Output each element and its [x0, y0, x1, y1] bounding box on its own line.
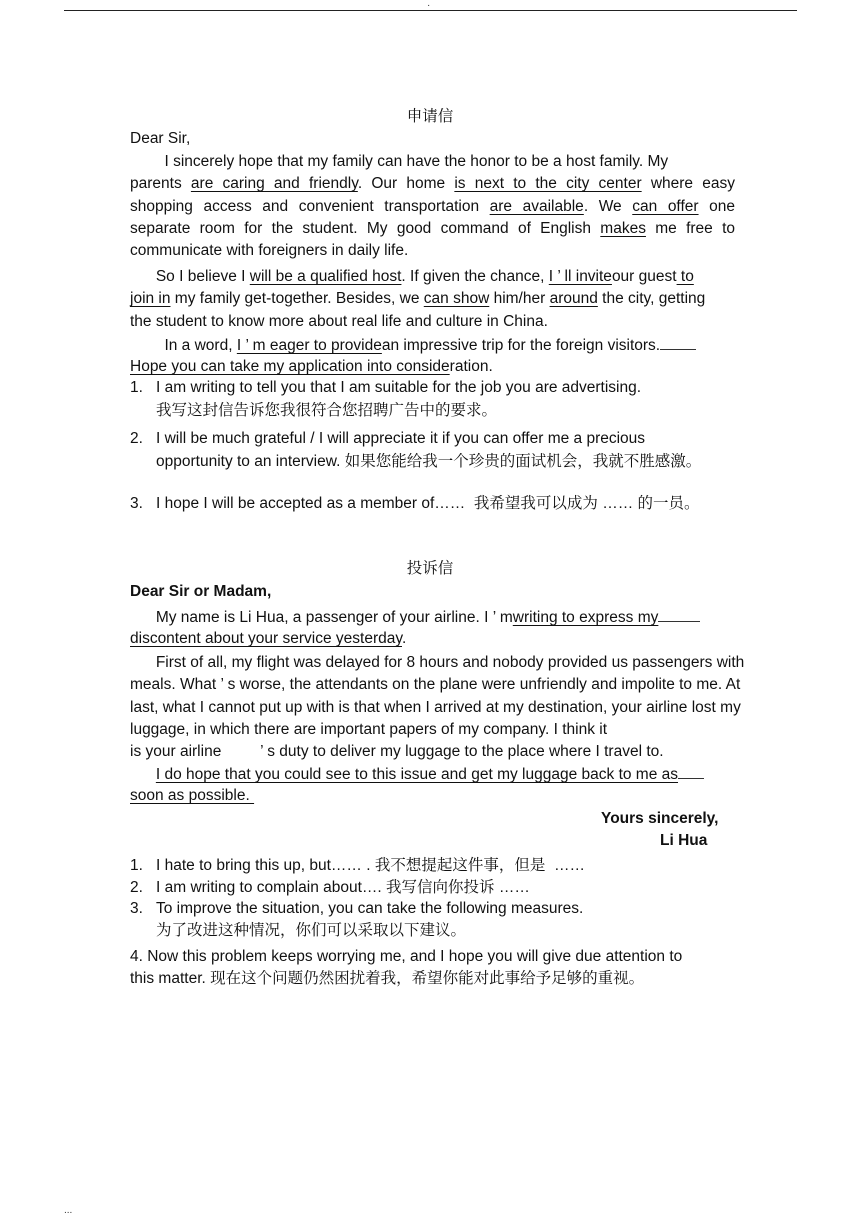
underlined-phrase: are caring and friendly — [190, 175, 358, 192]
underlined-phrase: I do hope that you could see to this issue and get my luggage back to me as — [155, 766, 679, 783]
text-line — [130, 312, 548, 332]
list-item — [130, 429, 645, 449]
text-segment: communicate with foreigners in daily life. — [130, 242, 409, 259]
list-number: 2. — [130, 430, 143, 447]
list-item — [130, 494, 700, 514]
text-segment: separate room for the student. My good command of English — [130, 220, 601, 237]
fill-blank — [658, 607, 700, 622]
list-number: 3. — [130, 900, 143, 917]
list-text: I am writing to tell you that I am suitable for the job you are advertising. — [156, 379, 642, 396]
text-segment: where easy — [641, 175, 735, 192]
list-number: 1. — [130, 857, 143, 874]
text-segment: . Our home — [357, 175, 455, 192]
text-line — [130, 786, 254, 806]
text-segment: is your airline ’ s duty to deliver my luggage to the place where I travel to. — [130, 743, 664, 760]
header-rule — [64, 10, 797, 11]
list-item — [130, 401, 497, 421]
underlined-phrase: discontent about your service yesterday — [130, 630, 402, 647]
text-segment: In a word, — [130, 337, 237, 354]
list-text: 为了改进这种情况，你们可以采取以下建议。 — [156, 922, 467, 939]
text-segment: me free to — [645, 220, 735, 237]
application-greeting: Dear Sir, — [130, 130, 191, 147]
underlined-phrase: are available — [489, 198, 584, 215]
footer-mark: ... — [64, 1205, 73, 1216]
list-text: opportunity to an interview. 如果您能给我一个珍贵的面试机会，我就不胜感激。 — [156, 453, 702, 470]
text-segment: my family get-together. Besides, we — [170, 290, 424, 307]
text-line: 4. Now this problem keeps worrying me, and I hope you will give due attention to — [130, 948, 683, 965]
underlined-phrase: I ’ ll invite — [548, 268, 612, 285]
text-line — [130, 335, 696, 355]
text-line — [130, 197, 735, 217]
underlined-phrase: makes — [600, 220, 646, 237]
list-number: 3. — [130, 495, 143, 512]
underlined-phrase: is next to the city center — [454, 175, 642, 192]
underlined-phrase: writing to express my — [512, 609, 659, 626]
text-line — [130, 675, 740, 695]
underlined-phrase: around — [549, 290, 598, 307]
list-text: I hate to bring this up, but…… . 我不想提起这件事，但是 …… — [156, 857, 585, 874]
underlined-phrase: soon as possible. — [130, 787, 255, 804]
complaint-greeting: Dear Sir or Madam, — [130, 583, 272, 600]
list-item — [130, 378, 641, 398]
text-segment: the student to know more about real life and culture in China. — [130, 313, 548, 330]
list-number: 1. — [130, 379, 143, 396]
text-line — [130, 764, 704, 784]
list-item — [130, 856, 585, 876]
list-number: 2. — [130, 879, 143, 896]
signature: Li Hua — [660, 832, 708, 849]
fill-blank — [678, 764, 704, 779]
list-item — [130, 452, 701, 472]
text-line — [130, 219, 735, 239]
text-line — [130, 742, 664, 762]
text-segment: First of all, my flight was delayed for 8 hours and nobody provided us passengers with — [130, 654, 745, 671]
text-line — [130, 152, 668, 172]
text-line — [130, 720, 607, 740]
list-text: I will be much grateful / I will appreciate it if you can offer me a precious — [156, 430, 646, 447]
text-line — [130, 607, 700, 627]
list-text: I am writing to complain about…. 我写信向你投诉 …… — [156, 879, 530, 896]
list-text: I hope I will be accepted as a member of…… 我希望我可以成为 …… 的一员。 — [156, 495, 700, 512]
list-text: To improve the situation, you can take the following measures. — [156, 900, 584, 917]
closing: Yours sincerely, — [601, 810, 719, 827]
list-item — [130, 878, 530, 898]
underlined-phrase: can show — [423, 290, 490, 307]
text-segment: one — [698, 198, 735, 215]
text-segment: the city, getting — [597, 290, 706, 307]
underlined-phrase: will be a qualified host — [249, 268, 402, 285]
text-line — [130, 653, 744, 673]
text-segment: him/her — [489, 290, 550, 307]
text-segment: last, what I cannot put up with is that when I arrived at my destination, your airline lost my — [130, 699, 741, 716]
application-title: 申请信 — [406, 108, 454, 125]
underlined-phrase: join in — [130, 290, 171, 307]
text-line — [130, 267, 694, 287]
fill-blank — [660, 335, 696, 350]
text-segment: . We — [583, 198, 633, 215]
text-segment: So I believe I — [130, 268, 250, 285]
text-segment: My name is Li Hua, a passenger of your airline. I ’ m — [130, 609, 513, 626]
text-line: this matter. 现在这个问题仍然困扰着我，希望你能对此事给予足够的重视。 — [130, 970, 645, 987]
text-segment — [130, 766, 156, 783]
text-line — [130, 698, 741, 718]
text-line — [130, 174, 735, 194]
text-segment: our guest — [611, 268, 677, 285]
text-segment: meals. What ’ s worse, the attendants on the plane were unfriendly and impolite to me. At — [130, 676, 741, 693]
text-segment: luggage, in which there are important papers of my company. I think it — [130, 721, 608, 738]
text-segment: . — [401, 630, 407, 647]
text-segment: shopping access and convenient transportation — [130, 198, 490, 215]
text-segment: parents — [130, 175, 191, 192]
text-segment: . If given the chance, — [401, 268, 549, 285]
text-segment: ration. — [449, 358, 493, 375]
text-line — [130, 289, 705, 309]
list-item — [130, 899, 583, 919]
underlined-phrase: can offer — [632, 198, 699, 215]
text-line — [130, 629, 406, 649]
text-segment: I sincerely hope that my family can have the honor to be a host family. My — [130, 153, 669, 170]
list-text: 我写这封信告诉您我很符合您招聘广告中的要求。 — [156, 402, 498, 419]
text-segment: an impressive trip for the foreign visitors. — [381, 337, 661, 354]
underlined-phrase: I ’ m eager to provide — [236, 337, 382, 354]
underlined-phrase: Hope you can take my application into conside — [130, 358, 450, 375]
header-dot: · — [427, 0, 431, 11]
text-line — [130, 241, 408, 261]
complaint-title: 投诉信 — [406, 560, 454, 577]
list-item — [130, 921, 466, 941]
text-line — [130, 357, 493, 377]
underlined-phrase: to — [676, 268, 694, 285]
